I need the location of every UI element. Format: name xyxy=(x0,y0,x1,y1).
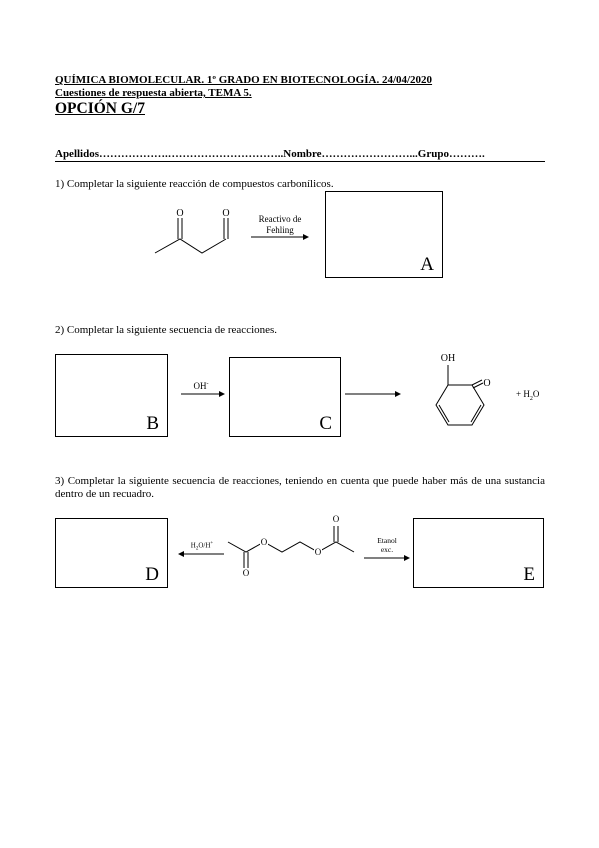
ester-oxygen-label: O xyxy=(260,537,268,547)
fehling-reagent-label-2: Fehling xyxy=(266,225,294,235)
ethanol-excess-label: exc. xyxy=(380,545,394,554)
oxygen-label: O xyxy=(222,208,230,219)
box-c-label: C xyxy=(319,413,332,434)
hydroxide-reagent-label: OH- xyxy=(193,381,209,391)
box-b-label: B xyxy=(146,413,159,434)
ester-oxygen-label: O xyxy=(314,547,322,557)
hydroxy-cyclohexadienone-structure xyxy=(410,347,500,437)
acid-hydrolysis-reagent-label: $H_2O/H^+$ xyxy=(190,541,214,552)
student-name-line: Apellidos……………….…………………………..Nombre……………………...Grupo………. xyxy=(55,148,545,162)
carbonyl-oxygen-label: O xyxy=(242,568,250,578)
water-byproduct: + $H_2O$ xyxy=(516,389,540,402)
answer-box-d[interactable] xyxy=(55,518,168,588)
ethylene-glycol-diacetate-structure xyxy=(224,512,364,582)
oxygen-label: O xyxy=(483,378,491,389)
answer-box-a[interactable] xyxy=(325,191,443,278)
answer-box-c[interactable] xyxy=(229,357,341,437)
box-a-label: A xyxy=(420,254,434,275)
exam-subtitle: Cuestiones de respuesta abierta, TEMA 5. xyxy=(55,87,252,99)
oxygen-label: O xyxy=(176,208,184,219)
question-1-text: 1) Completar la siguiente reacción de compuestos carbonílicos. xyxy=(55,178,334,190)
ethanol-reagent-label: Etanol xyxy=(377,536,397,545)
reaction-arrow xyxy=(251,232,309,242)
reaction-arrow-right xyxy=(364,553,410,563)
reaction-arrow xyxy=(345,389,401,399)
question-3-text: 3) Completar la siguiente secuencia de reacciones, teniendo en cuenta que puede haber más de una sustancia dentro de un recuadro. xyxy=(55,475,545,500)
diketone-structure xyxy=(150,205,250,260)
question-2-text: 2) Completar la siguiente secuencia de reacciones. xyxy=(55,324,278,336)
box-e-label: E xyxy=(523,564,535,585)
fehling-reagent-label: Reactivo de xyxy=(258,214,302,224)
reaction-arrow-left xyxy=(178,549,224,559)
exam-option: OPCIÓN G/7 xyxy=(55,100,145,117)
reaction-arrow xyxy=(181,389,225,399)
answer-box-b[interactable] xyxy=(55,354,168,437)
carbonyl-oxygen-label: O xyxy=(332,514,340,524)
hydroxyl-label: OH xyxy=(440,353,456,364)
box-d-label: D xyxy=(145,564,159,585)
course-title: QUÍMICA BIOMOLECULAR. 1º GRADO EN BIOTECNOLOGÍA. 24/04/2020 xyxy=(55,74,433,86)
answer-box-e[interactable] xyxy=(413,518,544,588)
